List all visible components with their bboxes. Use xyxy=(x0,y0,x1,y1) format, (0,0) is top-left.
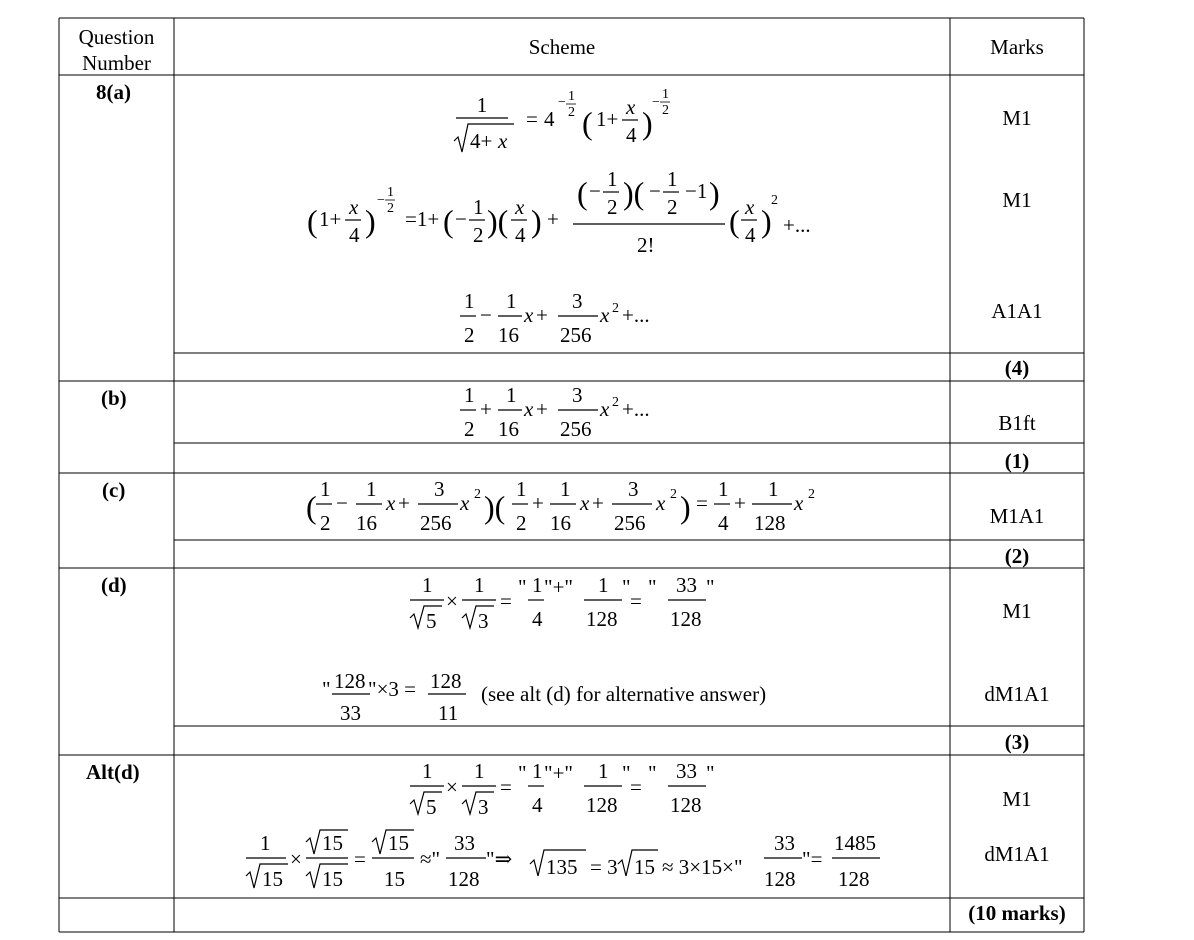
svg-text:1+: 1+ xyxy=(319,207,342,231)
svg-text:2: 2 xyxy=(320,511,331,535)
svg-text:4+: 4+ xyxy=(470,129,493,153)
svg-text:1: 1 xyxy=(506,383,517,407)
svg-text:33: 33 xyxy=(340,701,361,725)
svg-text:): ) xyxy=(761,203,772,239)
mark-8a-2: M1 xyxy=(1002,188,1032,212)
mark-8a-1: M1 xyxy=(1002,106,1032,130)
svg-text:(: ( xyxy=(729,203,740,239)
svg-text:16: 16 xyxy=(498,417,519,441)
question-d-label: (d) xyxy=(101,573,127,597)
svg-text:(: ( xyxy=(577,175,588,211)
mark-d-1: M1 xyxy=(1002,599,1032,623)
svg-text:": " xyxy=(706,761,715,785)
svg-text:5: 5 xyxy=(426,795,437,819)
svg-text:+...: +... xyxy=(783,213,811,237)
svg-text:": " xyxy=(706,575,715,599)
svg-text:)(: )( xyxy=(487,203,509,239)
svg-text:x: x xyxy=(349,195,359,219)
svg-text:(: ( xyxy=(443,203,454,239)
svg-text:1: 1 xyxy=(476,93,488,117)
svg-text:1: 1 xyxy=(464,383,475,407)
svg-text:3: 3 xyxy=(478,795,489,819)
svg-text:1: 1 xyxy=(516,477,527,501)
svg-text:≈ 3×15×": ≈ 3×15×" xyxy=(662,855,743,879)
svg-text:15: 15 xyxy=(322,867,343,891)
svg-text:x: x xyxy=(386,491,396,515)
svg-text:": " xyxy=(518,761,527,785)
total-marks: (10 marks) xyxy=(968,901,1066,925)
svg-text:1: 1 xyxy=(532,759,543,783)
mark-alt-d-2: dM1A1 xyxy=(984,842,1050,866)
svg-text:(: ( xyxy=(306,489,317,525)
svg-text:2: 2 xyxy=(808,487,815,502)
svg-text:3: 3 xyxy=(434,477,445,501)
svg-text:): ) xyxy=(531,203,542,239)
svg-text:128: 128 xyxy=(754,511,786,535)
svg-text:=: = xyxy=(696,491,708,515)
svg-text:"=: "= xyxy=(802,847,823,871)
svg-text:2: 2 xyxy=(473,223,484,247)
svg-text:(: ( xyxy=(307,203,318,239)
svg-text:): ) xyxy=(642,105,653,141)
svg-text:256: 256 xyxy=(420,511,452,535)
equation-c xyxy=(306,476,836,540)
svg-text:(: ( xyxy=(582,105,593,141)
svg-text:=: = xyxy=(630,589,642,613)
svg-text:=: = xyxy=(500,775,512,799)
svg-text:2: 2 xyxy=(662,103,669,118)
svg-text:−: − xyxy=(455,207,467,231)
svg-text:1: 1 xyxy=(464,289,475,313)
alt-d-note: (see alt (d) for alternative answer) xyxy=(481,682,767,706)
svg-text:": " xyxy=(622,575,631,599)
svg-text:11: 11 xyxy=(438,701,459,725)
svg-text:3: 3 xyxy=(628,477,639,501)
svg-text:1: 1 xyxy=(768,477,779,501)
svg-text:4: 4 xyxy=(626,123,637,147)
svg-text:−: − xyxy=(589,179,601,203)
svg-text:2: 2 xyxy=(474,487,481,502)
svg-text:4: 4 xyxy=(544,107,555,131)
svg-text:=1+: =1+ xyxy=(405,207,440,231)
mark-b-1: B1ft xyxy=(998,411,1036,435)
svg-text:1: 1 xyxy=(474,573,485,597)
svg-text:1: 1 xyxy=(320,477,331,501)
equation-8a-line1 xyxy=(440,84,700,160)
svg-text:1+: 1+ xyxy=(596,107,619,131)
svg-text:)(: )( xyxy=(484,489,506,525)
svg-text:): ) xyxy=(680,489,691,525)
svg-text:1: 1 xyxy=(662,87,669,102)
svg-text:2: 2 xyxy=(607,195,618,219)
svg-text:128: 128 xyxy=(586,793,618,817)
svg-text:2: 2 xyxy=(464,417,475,441)
svg-text:"+": "+" xyxy=(544,761,573,785)
svg-text:+: + xyxy=(532,491,544,515)
svg-text:1: 1 xyxy=(260,831,271,855)
question-8a-label: 8(a) xyxy=(96,80,131,104)
svg-text:16: 16 xyxy=(498,323,519,347)
svg-text:x: x xyxy=(745,195,755,219)
svg-text:2: 2 xyxy=(568,105,575,120)
header-number-line2: Number xyxy=(82,51,151,75)
svg-text:33: 33 xyxy=(676,573,697,597)
svg-text:1: 1 xyxy=(366,477,377,501)
svg-text:= 3: = 3 xyxy=(590,855,618,879)
svg-text:2: 2 xyxy=(667,195,678,219)
header-scheme: Scheme xyxy=(528,35,596,59)
svg-text:x: x xyxy=(580,491,590,515)
svg-text:128: 128 xyxy=(670,793,702,817)
svg-text:128: 128 xyxy=(670,607,702,631)
header-question-line1: Question xyxy=(78,25,155,49)
svg-text:128: 128 xyxy=(586,607,618,631)
svg-text:33: 33 xyxy=(454,831,475,855)
svg-text:x: x xyxy=(498,129,508,153)
equation-d-line1 xyxy=(408,572,728,638)
equation-alt-d-line1 xyxy=(408,758,728,824)
equation-8a-line2 xyxy=(305,162,825,266)
svg-text:+...: +... xyxy=(622,303,650,327)
svg-text:): ) xyxy=(709,175,720,211)
svg-text:16: 16 xyxy=(356,511,377,535)
svg-text:2: 2 xyxy=(771,193,778,208)
svg-text:1: 1 xyxy=(568,89,575,104)
equation-b xyxy=(460,384,700,444)
svg-text:×: × xyxy=(446,775,458,799)
svg-text:15: 15 xyxy=(322,831,343,855)
svg-text:−: − xyxy=(649,179,661,203)
equation-alt-d-line2 xyxy=(244,826,894,896)
svg-text:": " xyxy=(322,677,331,701)
svg-text:2: 2 xyxy=(612,301,619,316)
svg-text:4: 4 xyxy=(532,793,543,817)
svg-text:+: + xyxy=(734,491,746,515)
svg-text:4: 4 xyxy=(532,607,543,631)
svg-text:=: = xyxy=(500,589,512,613)
svg-text:+...: +... xyxy=(622,397,650,421)
mark-d-2: dM1A1 xyxy=(984,682,1050,706)
svg-text:256: 256 xyxy=(560,417,592,441)
svg-text:+: + xyxy=(592,491,604,515)
svg-text:x: x xyxy=(524,303,534,327)
svg-text:+: + xyxy=(536,303,548,327)
svg-text:128: 128 xyxy=(430,669,462,693)
svg-text:": " xyxy=(648,761,657,785)
svg-text:+: + xyxy=(480,397,492,421)
svg-text:2: 2 xyxy=(516,511,527,535)
subtotal-b: (1) xyxy=(1004,449,1030,473)
equation-8a-line3 xyxy=(460,290,700,350)
svg-text:2: 2 xyxy=(387,201,394,216)
svg-text:15: 15 xyxy=(384,867,405,891)
svg-text:128: 128 xyxy=(334,669,366,693)
svg-text:=: = xyxy=(630,775,642,799)
svg-text:2: 2 xyxy=(612,395,619,410)
svg-text:−: − xyxy=(336,491,348,515)
mark-alt-d-1: M1 xyxy=(1002,787,1032,811)
svg-text:5: 5 xyxy=(426,609,437,633)
svg-text:"+": "+" xyxy=(544,575,573,599)
svg-text:1: 1 xyxy=(598,573,609,597)
svg-text:1: 1 xyxy=(667,167,678,191)
svg-text:−: − xyxy=(480,303,492,327)
subtotal-c: (2) xyxy=(1004,544,1030,568)
svg-text:×: × xyxy=(446,589,458,613)
svg-text:2!: 2! xyxy=(637,233,655,257)
svg-text:135: 135 xyxy=(546,855,578,879)
svg-text:128: 128 xyxy=(448,867,480,891)
svg-text:x: x xyxy=(626,95,636,119)
svg-text:4: 4 xyxy=(349,223,360,247)
svg-text:3: 3 xyxy=(572,383,583,407)
svg-text:16: 16 xyxy=(550,511,571,535)
svg-text:": " xyxy=(622,761,631,785)
svg-text:x: x xyxy=(515,195,525,219)
svg-text:≈": ≈" xyxy=(420,847,441,871)
svg-text:"×3 =: "×3 = xyxy=(368,677,417,701)
question-c-label: (c) xyxy=(102,478,126,502)
svg-text:": " xyxy=(518,575,527,599)
svg-text:1: 1 xyxy=(718,477,729,501)
svg-text:15: 15 xyxy=(634,855,655,879)
svg-text:1: 1 xyxy=(506,289,517,313)
svg-text:4: 4 xyxy=(745,223,756,247)
svg-text:+: + xyxy=(547,207,559,231)
svg-text:33: 33 xyxy=(774,831,795,855)
svg-text:+: + xyxy=(398,491,410,515)
svg-text:": " xyxy=(648,575,657,599)
svg-text:4: 4 xyxy=(515,223,526,247)
svg-text:256: 256 xyxy=(560,323,592,347)
svg-text:): ) xyxy=(365,203,376,239)
svg-text:−: − xyxy=(377,193,385,208)
header-question-number xyxy=(59,24,174,76)
svg-text:128: 128 xyxy=(764,867,796,891)
svg-text:1: 1 xyxy=(422,573,433,597)
svg-text:1: 1 xyxy=(473,195,484,219)
svg-text:15: 15 xyxy=(388,831,409,855)
subtotal-d: (3) xyxy=(1004,730,1030,754)
svg-text:x: x xyxy=(600,303,610,327)
mark-8a-3: A1A1 xyxy=(991,299,1043,323)
svg-text:=: = xyxy=(526,107,538,131)
mark-c-1: M1A1 xyxy=(989,504,1045,528)
svg-text:1: 1 xyxy=(598,759,609,783)
svg-text:−1: −1 xyxy=(685,179,708,203)
subtotal-8a: (4) xyxy=(1004,356,1030,380)
svg-text:1: 1 xyxy=(422,759,433,783)
svg-text:x: x xyxy=(460,491,470,515)
svg-text:+: + xyxy=(536,397,548,421)
svg-text:3: 3 xyxy=(478,609,489,633)
svg-text:x: x xyxy=(600,397,610,421)
svg-text:x: x xyxy=(524,397,534,421)
svg-text:15: 15 xyxy=(262,867,283,891)
svg-text:"⇒: "⇒ xyxy=(486,847,513,871)
svg-text:2: 2 xyxy=(464,323,475,347)
svg-text:1: 1 xyxy=(532,573,543,597)
svg-text:4: 4 xyxy=(718,511,729,535)
svg-text:−: − xyxy=(558,95,566,110)
svg-text:1485: 1485 xyxy=(834,831,876,855)
svg-text:=: = xyxy=(354,847,366,871)
svg-text:33: 33 xyxy=(676,759,697,783)
svg-text:128: 128 xyxy=(838,867,870,891)
svg-text:×: × xyxy=(290,847,302,871)
svg-text:3: 3 xyxy=(572,289,583,313)
header-marks: Marks xyxy=(990,35,1044,59)
svg-text:1: 1 xyxy=(387,185,394,200)
svg-text:1: 1 xyxy=(560,477,571,501)
svg-text:)(: )( xyxy=(623,175,645,211)
svg-text:256: 256 xyxy=(614,511,646,535)
svg-text:x: x xyxy=(656,491,666,515)
svg-text:1: 1 xyxy=(607,167,618,191)
svg-text:x: x xyxy=(794,491,804,515)
question-alt-d-label: Alt(d) xyxy=(86,760,140,784)
svg-text:2: 2 xyxy=(670,487,677,502)
question-b-label: (b) xyxy=(101,386,127,410)
svg-text:−: − xyxy=(652,95,660,110)
svg-text:1: 1 xyxy=(474,759,485,783)
